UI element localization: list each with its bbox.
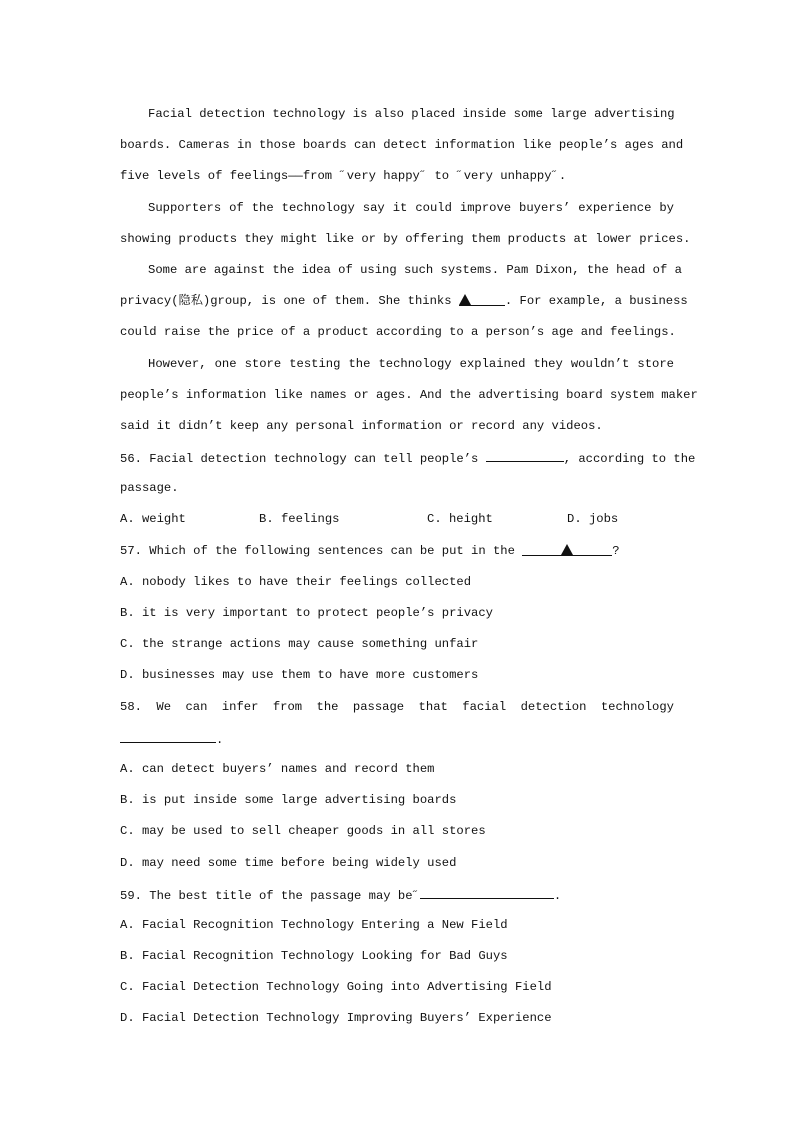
- paragraph-2-line-1: Supporters of the technology say it could improve buyers’ experience by: [148, 200, 674, 215]
- question-56-stem: [120, 447, 696, 478]
- question-58-stem: 58. We can infer from the passage that facial detection technology: [120, 699, 674, 714]
- question-57-stem: [120, 541, 674, 572]
- triangle-icon: [561, 544, 573, 555]
- question-57-option-b: B. it is very important to protect people’s privacy: [120, 606, 493, 620]
- question-57-stem-after: ?: [612, 543, 620, 558]
- paragraph-3-line-2: [120, 291, 688, 322]
- question-57-option-d: D. businesses may use them to have more customers: [120, 668, 479, 683]
- question-56-option-b: B. feelings: [259, 512, 340, 527]
- question-57-option-c: C. the strange actions may cause something unfair: [120, 637, 479, 652]
- question-57-option-a: A. nobody likes to have their feelings collected: [120, 574, 472, 589]
- question-59-stem-after: .: [553, 888, 562, 903]
- answer-blank-57-marker: [459, 291, 505, 306]
- question-56-stem-before: 56. Facial detection technology can tell people’s: [120, 452, 479, 467]
- question-58-option-d: D. may need some time before being widely used: [120, 855, 457, 870]
- question-59-option-b: B. Facial Recognition Technology Looking for Bad Guys: [120, 949, 508, 964]
- paragraph-3-line-3: could raise the price of a product according to a person’s age and feelings.: [120, 325, 676, 340]
- paragraph-3-text-before-blank: privacy(隐私)group, is one of them. She thinks: [120, 294, 452, 309]
- question-56-option-c: C. height: [427, 512, 493, 527]
- paragraph-1-line-2: boards. Cameras in those boards can detect information like people’s ages and: [120, 138, 684, 153]
- paragraph-1-line-1: Facial detection technology is also placed inside some large advertising: [148, 107, 675, 121]
- paragraph-3-line-1: Some are against the idea of using such systems. Pam Dixon, the head of a: [148, 262, 682, 277]
- question-58-stem-end: .: [216, 732, 224, 747]
- question-56-option-a: A. weight: [120, 512, 186, 527]
- question-56-options: [120, 509, 674, 540]
- question-58-option-a: A. can detect buyers’ names and record them: [120, 761, 435, 776]
- question-56-stem-after: , according to the: [563, 452, 696, 467]
- question-58-stem-continued: [120, 728, 674, 759]
- paragraph-2-line-2: showing products they might like or by offering them products at lower prices.: [120, 231, 691, 246]
- paragraph-1-line-3: five levels of feelings——from ˝very happy˝ to ˝very unhappy˝.: [120, 169, 567, 184]
- paragraph-4-line-2: people’s information like names or ages. And the advertising board system maker: [120, 387, 698, 402]
- triangle-icon: [459, 294, 471, 305]
- question-59-answer-blank: [420, 884, 554, 899]
- question-59-option-c: C. Facial Detection Technology Going into Advertising Field: [120, 980, 552, 995]
- question-58-answer-blank: [120, 728, 216, 743]
- question-56-option-d: D. jobs: [567, 512, 619, 527]
- document-page: [120, 104, 698, 1040]
- question-56-stem-continued: passage.: [120, 481, 179, 496]
- question-57-answer-blank: [522, 541, 612, 556]
- paragraph-4-line-1: However, one store testing the technology explained they wouldn’t store: [148, 356, 674, 371]
- paragraph-4-line-3: said it didn’t keep any personal information or record any videos.: [120, 418, 603, 433]
- question-59-option-d: D. Facial Detection Technology Improving Buyers’ Experience: [120, 1011, 552, 1026]
- question-58-option-b: B. is put inside some large advertising boards: [120, 793, 457, 808]
- question-59-option-a: A. Facial Recognition Technology Entering a New Field: [120, 917, 508, 932]
- question-58-option-c: C. may be used to sell cheaper goods in all stores: [120, 824, 486, 839]
- paragraph-3-text-after-blank: . For example, a business: [504, 294, 688, 309]
- question-56-answer-blank: [486, 447, 564, 462]
- question-59-stem: [120, 884, 674, 915]
- question-59-stem-before: 59. The best title of the passage may be˝: [120, 888, 420, 903]
- question-57-stem-before: 57. Which of the following sentences can be put in the: [120, 543, 515, 558]
